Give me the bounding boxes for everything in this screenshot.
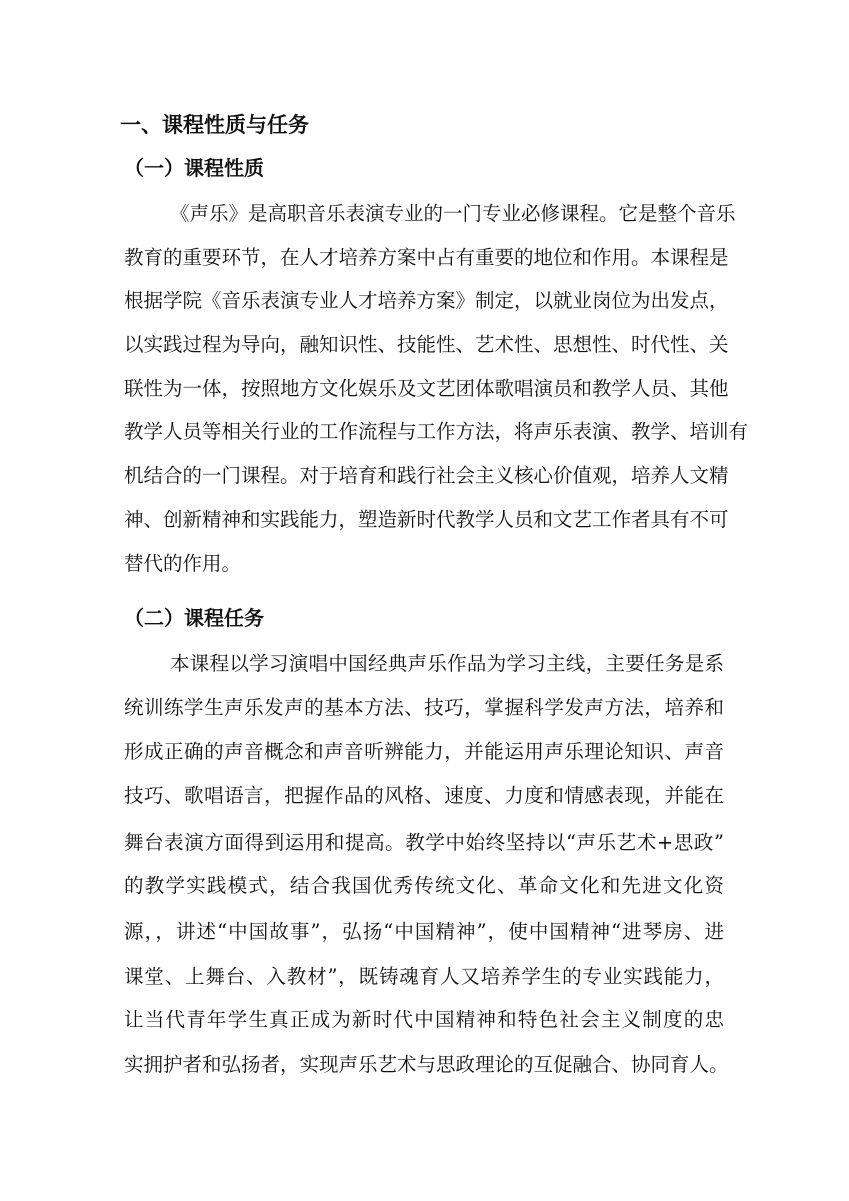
paragraph-line: 实拥护者和弘扬者，实现声乐艺术与思政理论的互促融合、协同育人。 <box>124 1053 729 1076</box>
paragraph-line: 技巧、歌唱语言，把握作品的风格、速度、力度和情感表现，并能在 <box>124 784 724 807</box>
paragraph-line: 舞台表演方面得到运用和提高。教学中始终坚持以“声乐艺术+思政” <box>124 831 724 854</box>
paragraph-line: 让当代青年学生真正成为新时代中国精神和特色社会主义制度的忠 <box>124 1008 724 1031</box>
paragraph-line: 课堂、上舞台、入教材”，既铸魂育人又培养学生的专业实践能力， <box>124 965 724 988</box>
nature-heading: （一）课程性质 <box>124 156 264 180</box>
paragraph-line: 《声乐》是高职音乐表演专业的一门专业必修课程。它是整个音乐 <box>170 202 736 225</box>
paragraph-line: 以实践过程为导向，融知识性、技能性、艺术性、思想性、时代性、关 <box>124 333 729 356</box>
paragraph-line: 统训练学生声乐发声的基本方法、技巧，掌握科学发声方法，培养和 <box>124 696 724 719</box>
section-title: 一、课程性质与任务 <box>120 113 309 137</box>
paragraph-line: 源，，讲述“中国故事”，弘扬“中国精神”，使中国精神“进琴房、进 <box>124 920 724 943</box>
paragraph-line: 教育的重要环节，在人才培养方案中占有重要的地位和作用。本课程是 <box>124 246 729 269</box>
paragraph-line: 替代的作用。 <box>124 552 242 575</box>
paragraph-line: 形成正确的声音概念和声音听辨能力，并能运用声乐理论知识、声音 <box>124 740 724 763</box>
paragraph-line: 神、创新精神和实践能力，塑造新时代教学人员和文艺工作者具有不可 <box>124 508 729 531</box>
paragraph-line: 联性为一体，按照地方文化娱乐及文艺团体歌唱演员和教学人员、其他 <box>124 377 729 400</box>
paragraph-line: 根据学院《音乐表演专业人才培养方案》制定，以就业岗位为出发点， <box>124 289 729 312</box>
paragraph-line: 本课程以学习演唱中国经典声乐作品为学习主线，主要任务是系 <box>170 652 724 675</box>
paragraph-line: 机结合的一门课程。对于培育和践行社会主义核心价值观，培养人文精 <box>124 464 729 487</box>
paragraph-line: 的教学实践模式，结合我国优秀传统文化、革命文化和先进文化资 <box>124 874 724 897</box>
paragraph-line: 教学人员等相关行业的工作流程与工作方法，将声乐表演、教学、培训有 <box>124 420 749 443</box>
tasks-heading: （二）课程任务 <box>124 606 264 630</box>
